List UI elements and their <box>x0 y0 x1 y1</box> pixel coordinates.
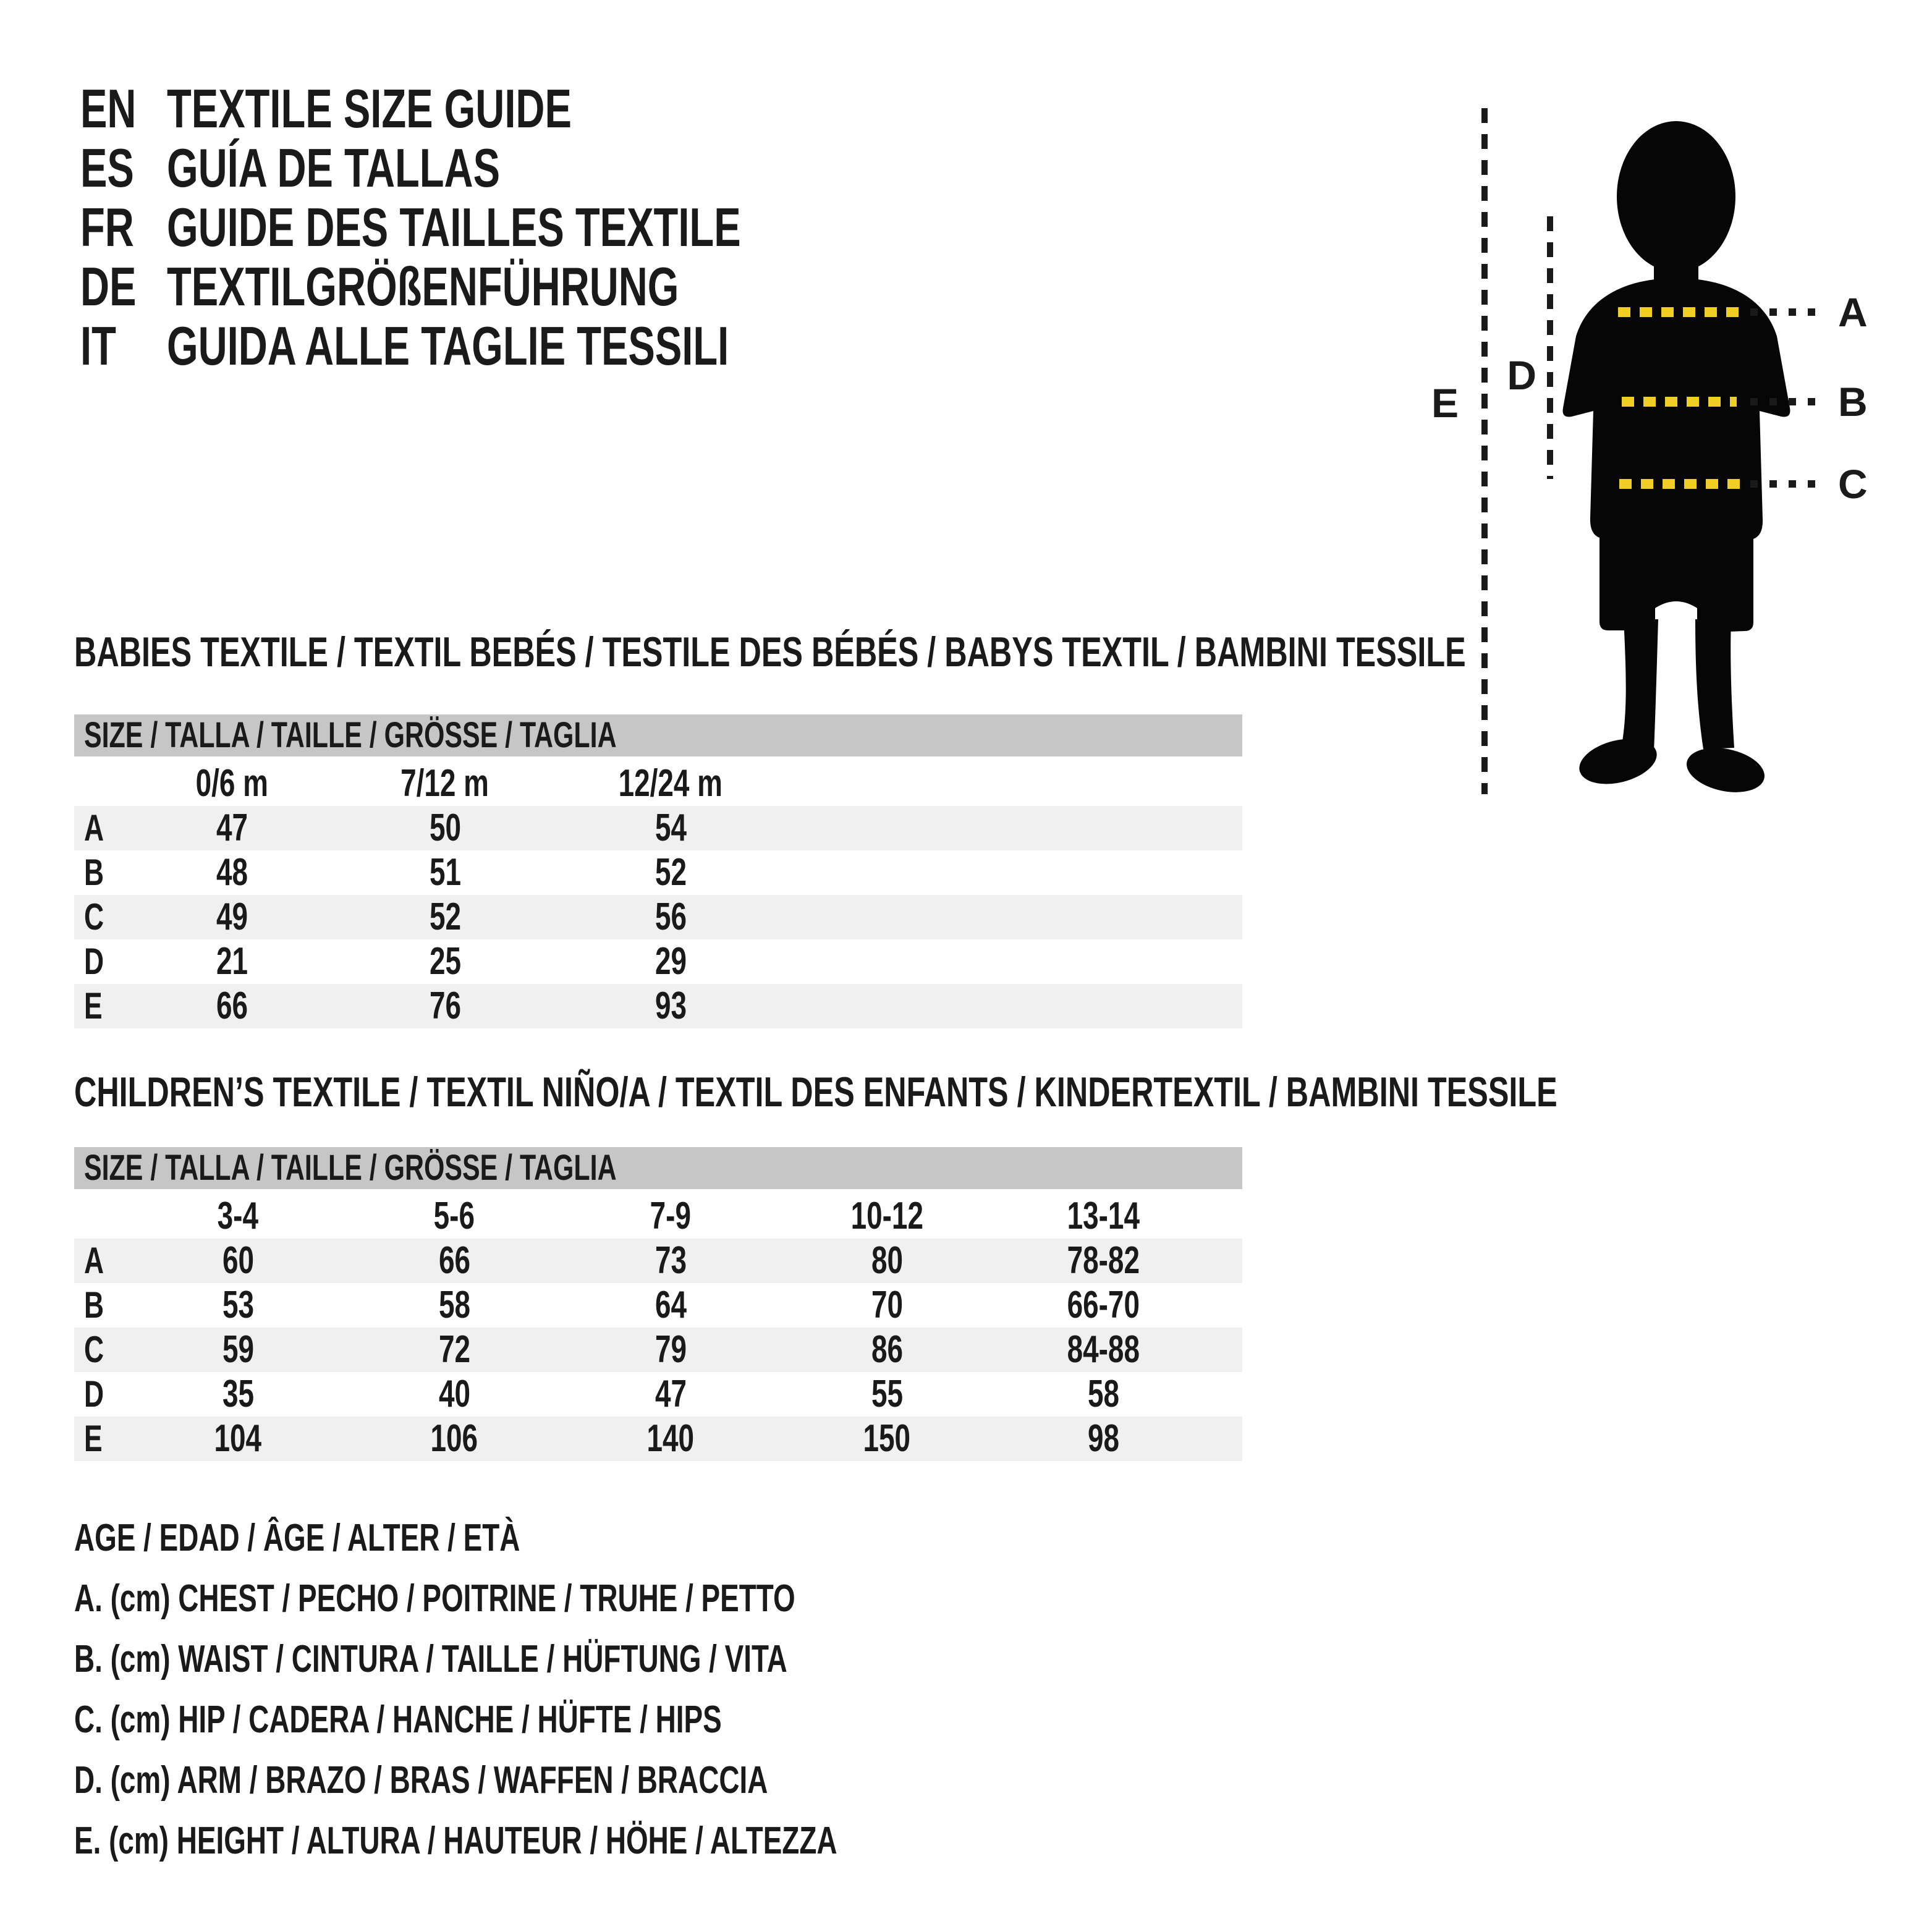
guide-title: GUIDA ALLE TAGLIE TESSILI <box>167 315 729 376</box>
table-cell: 40 <box>438 1373 470 1415</box>
row-label: C <box>84 896 104 938</box>
language-code: EN <box>80 78 137 139</box>
guide-title: GUÍA DE TALLAS <box>167 137 501 198</box>
table-cell: 47 <box>655 1373 687 1415</box>
table-cell: 73 <box>655 1239 687 1282</box>
measure-label-e: E <box>1431 380 1459 426</box>
babies-size-table <box>74 714 1242 1028</box>
table-cell: 140 <box>646 1417 695 1460</box>
guide-title: GUIDE DES TAILLES TEXTILE <box>167 197 741 258</box>
language-code: FR <box>80 197 134 258</box>
table-cell: 58 <box>1087 1373 1119 1415</box>
language-code: IT <box>80 315 116 376</box>
language-code: DE <box>80 256 137 317</box>
table-cell: 64 <box>655 1284 687 1326</box>
guide-title: TEXTILE SIZE GUIDE <box>167 78 572 139</box>
table-row <box>74 1239 1242 1283</box>
row-label: B <box>84 1284 104 1326</box>
table-cell: 59 <box>222 1328 254 1371</box>
table-row <box>74 895 1242 939</box>
children-size-table <box>74 1147 1242 1461</box>
table-row <box>74 1283 1242 1328</box>
row-label: E <box>84 985 103 1027</box>
table-cell: 47 <box>216 807 248 849</box>
table-cell: 98 <box>1087 1417 1119 1460</box>
table-cell: 52 <box>655 851 687 894</box>
row-label: C <box>84 1329 104 1370</box>
measure-label-a: A <box>1838 289 1868 335</box>
legend-line-age: AGE / EDAD / ÂGE / ALTER / ETÀ <box>74 1517 520 1559</box>
measure-label-d: D <box>1507 352 1536 398</box>
guide-title: TEXTILGRÖßENFÜHRUNG <box>167 256 679 317</box>
table-cell: 49 <box>216 896 248 938</box>
measurement-legend <box>74 1508 1105 1871</box>
table-cell: 66 <box>216 985 248 1027</box>
column-header: 3-4 <box>217 1195 259 1237</box>
column-header: 7-9 <box>650 1195 692 1237</box>
table-cell: 48 <box>216 851 248 894</box>
column-header: 0/6 m <box>195 762 268 805</box>
row-label: A <box>84 807 104 849</box>
row-label: D <box>84 941 104 982</box>
table-row <box>74 1372 1242 1417</box>
table-row <box>74 939 1242 984</box>
table-cell: 80 <box>871 1239 903 1282</box>
measure-label-c: C <box>1838 461 1868 507</box>
table-cell: 21 <box>216 940 248 983</box>
table-cell: 55 <box>871 1373 903 1415</box>
column-header: 10-12 <box>850 1195 923 1237</box>
column-header: 5-6 <box>433 1195 475 1237</box>
column-header: 13-14 <box>1067 1195 1140 1237</box>
babies-section-title: BABIES TEXTILE / TEXTIL BEBÉS / TESTILE DES BÉBÉS / BABYS TEXTIL / BAMBINI TESSILE <box>74 629 1466 676</box>
children-column-headers <box>74 1194 1242 1239</box>
table-cell: 60 <box>222 1239 254 1282</box>
table-cell: 72 <box>438 1328 470 1371</box>
table-cell: 58 <box>438 1284 470 1326</box>
child-silhouette <box>1563 121 1790 799</box>
measurement-figure <box>1409 93 1932 803</box>
row-label: B <box>84 852 104 893</box>
table-cell: 84-88 <box>1067 1328 1140 1371</box>
children-size-header-bar: SIZE / TALLA / TAILLE / GRÖSSE / TAGLIA <box>74 1147 1242 1189</box>
table-cell: 25 <box>429 940 461 983</box>
table-cell: 50 <box>429 807 461 849</box>
table-cell: 93 <box>655 985 687 1027</box>
babies-size-header-bar: SIZE / TALLA / TAILLE / GRÖSSE / TAGLIA <box>74 714 1242 756</box>
column-header: 12/24 m <box>618 762 723 805</box>
measure-label-b: B <box>1838 379 1868 425</box>
table-row <box>74 850 1242 895</box>
table-cell: 70 <box>871 1284 903 1326</box>
table-cell: 104 <box>214 1417 262 1460</box>
table-cell: 78-82 <box>1067 1239 1140 1282</box>
legend-line-waist: B. (cm) WAIST / CINTURA / TAILLE / HÜFTUNG / VITA <box>74 1638 787 1680</box>
table-cell: 56 <box>655 896 687 938</box>
babies-column-headers <box>74 761 1242 806</box>
table-cell: 86 <box>871 1328 903 1371</box>
legend-line-chest: A. (cm) CHEST / PECHO / POITRINE / TRUHE / PETTO <box>74 1577 795 1620</box>
table-cell: 66-70 <box>1067 1284 1140 1326</box>
table-cell: 29 <box>655 940 687 983</box>
table-row <box>74 1417 1242 1461</box>
row-label: A <box>84 1240 104 1281</box>
table-cell: 66 <box>438 1239 470 1282</box>
row-label: D <box>84 1373 104 1415</box>
table-cell: 54 <box>655 807 687 849</box>
table-cell: 76 <box>429 985 461 1027</box>
table-row <box>74 806 1242 850</box>
legend-line-arm: D. (cm) ARM / BRAZO / BRAS / WAFFEN / BRACCIA <box>74 1759 768 1802</box>
column-header: 7/12 m <box>400 762 489 805</box>
table-cell: 150 <box>863 1417 911 1460</box>
table-cell: 35 <box>222 1373 254 1415</box>
language-guide-list <box>80 79 943 376</box>
language-code: ES <box>80 137 134 198</box>
legend-line-hip: C. (cm) HIP / CADERA / HANCHE / HÜFTE / HIPS <box>74 1698 722 1741</box>
table-cell: 79 <box>655 1328 687 1371</box>
table-cell: 52 <box>429 896 461 938</box>
table-cell: 51 <box>429 851 461 894</box>
children-section-title: CHILDREN’S TEXTILE / TEXTIL NIÑO/A / TEXTIL DES ENFANTS / KINDERTEXTIL / BAMBINI TESSILE <box>74 1069 1557 1116</box>
table-row <box>74 984 1242 1028</box>
legend-line-height: E. (cm) HEIGHT / ALTURA / HAUTEUR / HÖHE / ALTEZZA <box>74 1820 837 1862</box>
table-cell: 106 <box>430 1417 478 1460</box>
table-cell: 53 <box>222 1284 254 1326</box>
table-row <box>74 1328 1242 1372</box>
row-label: E <box>84 1418 103 1459</box>
